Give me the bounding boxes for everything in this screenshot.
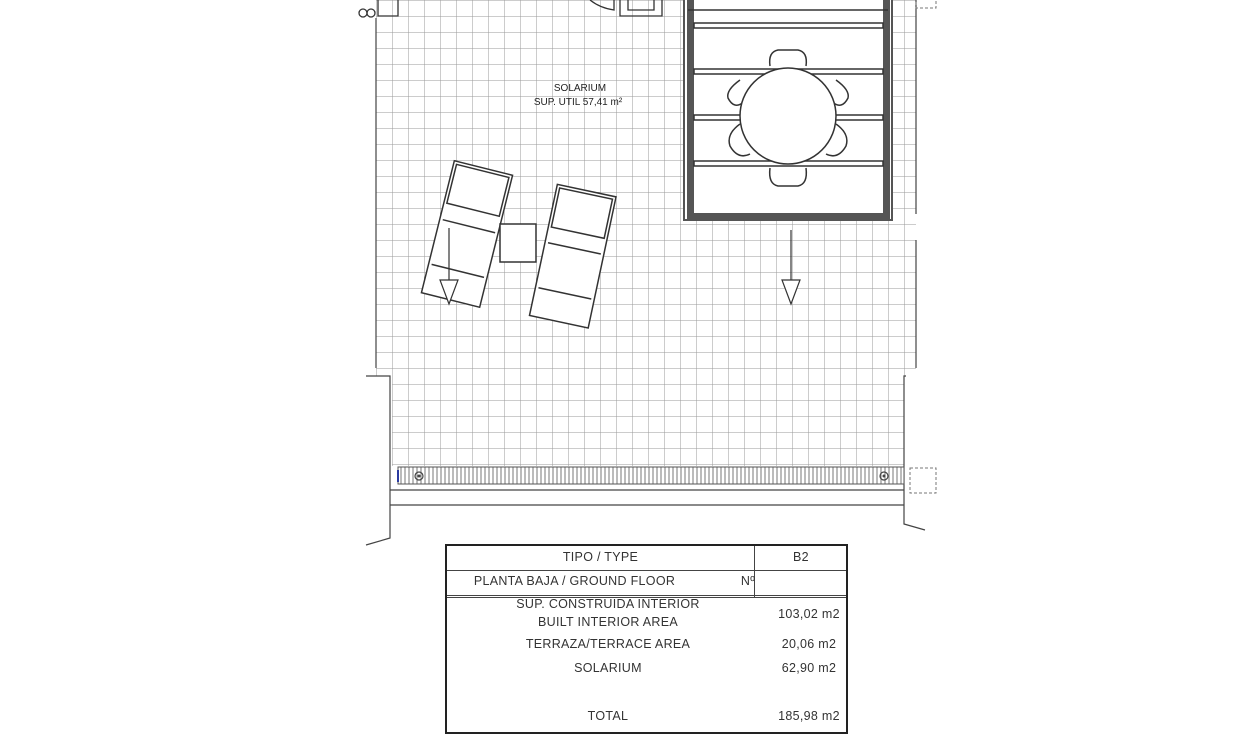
- type-label: TIPO / TYPE: [562, 550, 639, 564]
- side-table: [500, 224, 536, 262]
- total-label: TOTAL: [587, 709, 629, 723]
- built-interior-label-es: SUP. CONSTRUIDA INTERIOR: [516, 597, 700, 611]
- type-value: B2: [793, 550, 809, 564]
- round-table: [740, 68, 836, 164]
- dashed-element-bottom: [910, 468, 936, 493]
- dashed-element-top: [916, 0, 936, 8]
- total-value: 185,98 m2: [778, 709, 840, 723]
- balustrade: [398, 467, 904, 484]
- built-interior-value: 103,02 m2: [778, 607, 840, 621]
- terrace-area-value: 20,06 m2: [781, 637, 837, 651]
- floor-label: PLANTA BAJA / GROUND FLOOR: [473, 574, 676, 588]
- terrace-area-label: TERRAZA/TERRACE AREA: [525, 637, 691, 651]
- number-label: Nº: [740, 574, 756, 588]
- solarium-label: SOLARIUM: [574, 661, 642, 675]
- room-area-label: SUP. UTIL 57,41 m²: [533, 97, 623, 108]
- built-interior-label-en: BUILT INTERIOR AREA: [538, 615, 678, 629]
- room-name-label: SOLARIUM: [553, 83, 607, 94]
- area-schedule-table: [445, 544, 848, 734]
- solarium-value: 62,90 m2: [781, 661, 837, 675]
